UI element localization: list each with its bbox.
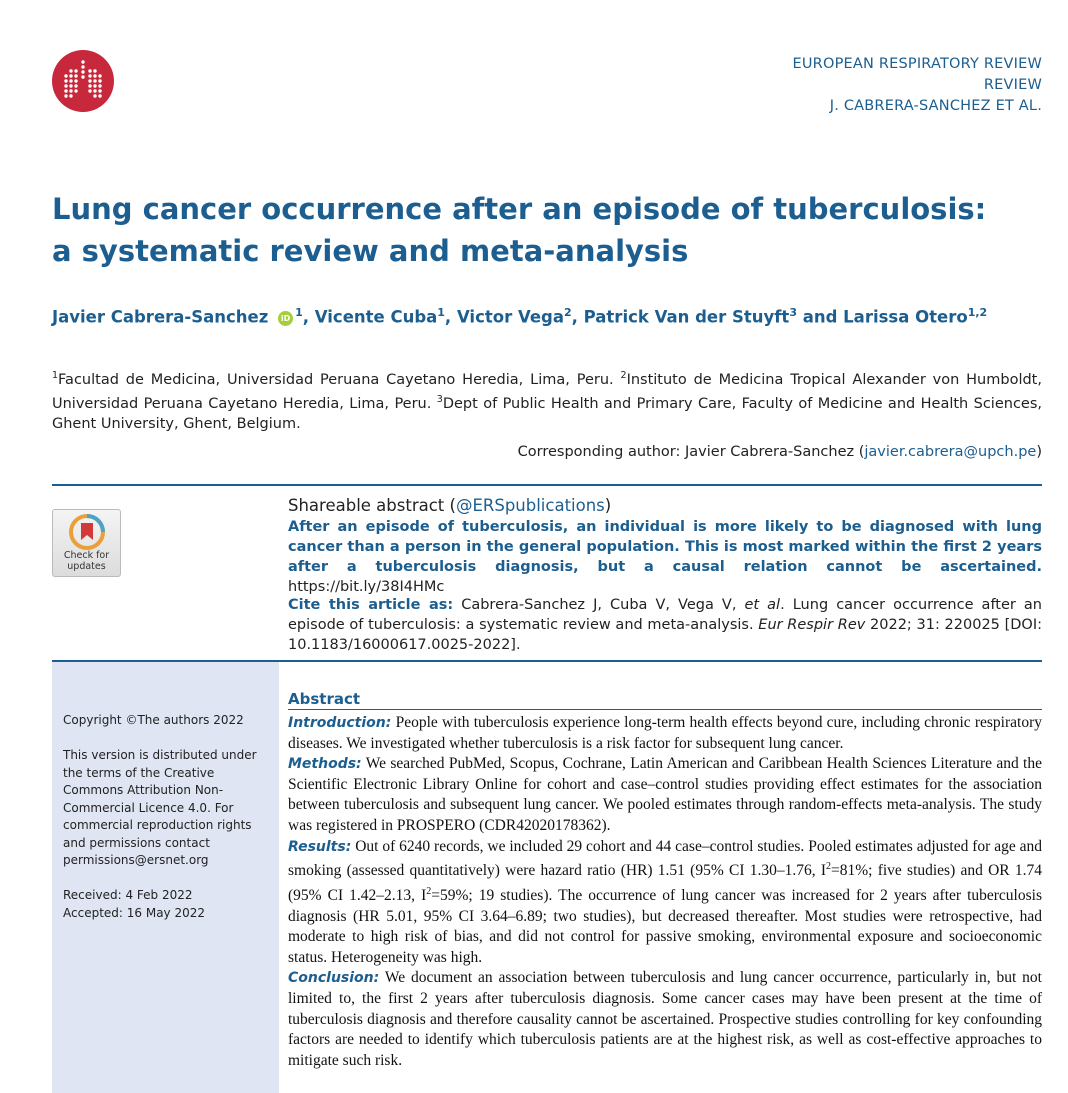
abstract-heading: Abstract: [288, 690, 1042, 710]
accepted-date: Accepted: 16 May 2022: [63, 906, 206, 920]
abstract-introduction: Introduction: People with tuberculosis experience long-term health effects beyond cure, including chronic respiratory diseases. We investigated whether tuberculosis is a risk factor for subsequent lung cancer.: [288, 714, 1042, 752]
author-name[interactable]: Larissa Otero: [843, 307, 968, 327]
author-list: Javier Cabrera-Sanchez iD $^1$, Vicente Cuba$^1$, Victor Vega$^2$, Patrick Van der Stuyft$^3$ and Larissa Otero$^{1,2}$: [52, 306, 988, 327]
title-line-2: a systematic review and meta-analysis: [52, 234, 689, 268]
affiliation-text: Dept of Public Health and Primary Care, Faculty of Medicine and Health Sciences, Ghent University, Ghent, Belgium.: [52, 395, 1043, 432]
check-updates-icon: [69, 514, 105, 550]
abstract-results: Results: Out of 6240 records, we included 29 cohort and 44 case–control studies. Pooled estimates adjusted for age and smoking (assessed quantitatively) were hazard ratio (HR) 1.51 (95% CI 1.30–1.76, $I^2=81\%$; five studies) and OR 1.74 (95% CI 1.42–2.13, $I^2=59\%$; 19 studies). The occurrence of lung cancer was increased for 2 years after tuberculosis diagnosis (HR 5.01, 95% CI 3.64–6.89; two studies), but decreased thereafter. Most studies were retrospective, had moderate to high risk of bias, and did not control for passive smoking, environmental exposure and socioeconomic status. Heterogeneity was high.: [288, 837, 1043, 966]
short-link[interactable]: https://bit.ly/38I4HMc: [288, 579, 445, 595]
author-name[interactable]: Vicente Cuba: [314, 307, 438, 327]
doi-text: 2022; 31: 220025 [DOI: 10.1183/16000617.0025-2022].: [288, 617, 1042, 653]
citation: Cite this article as: Cabrera-Sanchez J, Cuba V, Vega V, et al. Lung cancer occurrence after an episode of tuberculosis: a systematic review and meta-analysis. Eur Respir Rev 2022; 31: 220025 [DOI: 10.1183/16000617.0025-2022].: [288, 597, 1042, 653]
affiliations: $^1$Facultad de Medicina, Universidad Peruana Cayetano Heredia, Lima, Peru. $^2$Instituto de Medicina Tropical Alexander von Humboldt, Universidad Peruana Cayetano Heredia, Lima, Peru. $^3$Dept of Public Health and Primary Care, Faculty of Medicine and Health Sciences, Ghent University, Ghent, Belgium.: [52, 370, 1043, 432]
author-affiliation: 1: [295, 306, 303, 319]
abstract-methods: Methods: We searched PubMed, Scopus, Cochrane, Latin American and Caribbean Health Sciences Literature and the Scientific Electronic Library Online for cohort and case–control studies providing effect estimates for the association between tuberculosis and subsequent lung cancer. We pooled estimates through random-effects meta-analysis. The study was registered in PROSPERO (CDR42020178362).: [288, 755, 1042, 834]
twitter-handle-link[interactable]: @ERSpublications: [455, 496, 605, 515]
divider-top: [52, 484, 1042, 486]
copyright-note: Copyright ©The authors 2022: [63, 713, 244, 727]
author-name[interactable]: Javier Cabrera-Sanchez: [52, 307, 269, 327]
corresponding-email-link[interactable]: javier.cabrera@upch.pe: [864, 444, 1037, 460]
abstract-conclusion: Conclusion: We document an association between tuberculosis and lung cancer occurrence, particularly in, but not limited to, the first 2 years after tuberculosis diagnosis. Some cancer cases may have been present at the time of tuberculosis diagnosis and therefore causality cannot be ascertained. Prospective studies controlling for key confounding factors are needed to identify which tuberculosis patients are at the highest risk, as well as cost-effective approaches to mitigate such risk.: [288, 969, 1042, 1069]
shareable-text: After an episode of tuberculosis, an individual is more likely to be diagnosed with lung cancer than a person in the general population. This is most marked within the first 2 years after a tuberculosis diagnosis, but a causal relation cannot be ascertained. https://bit.ly/38I4HMc: [288, 519, 1042, 595]
shareable-abstract: [288, 496, 1042, 597]
cite-label: Cite this article as:: [288, 597, 454, 613]
received-date: Received: 4 Feb 2022: [63, 888, 193, 902]
article-type: REVIEW: [983, 77, 1042, 93]
author-affiliation: 1: [437, 306, 445, 319]
corresponding-author: Corresponding author: Javier Cabrera-Sanchez (javier.cabrera@upch.pe): [517, 444, 1042, 460]
journal-abbrev: Eur Respir Rev: [758, 617, 866, 633]
check-for-updates-button[interactable]: Check for updates: [52, 509, 121, 577]
abstract-section: [288, 690, 1042, 1071]
journal-header: [793, 54, 1043, 117]
article-title: [52, 188, 1032, 272]
ers-lungs-logo: [52, 50, 114, 112]
journal-name: EUROPEAN RESPIRATORY REVIEW: [792, 56, 1042, 72]
orcid-icon[interactable]: iD: [278, 311, 293, 326]
author-affiliation: 1,2: [967, 306, 988, 319]
affiliation-text: Facultad de Medicina, Universidad Peruana Cayetano Heredia, Lima, Peru.: [58, 371, 621, 388]
author-name[interactable]: Patrick Van der Stuyft: [583, 307, 790, 327]
running-author: J. CABRERA-SANCHEZ ET AL.: [829, 98, 1042, 114]
title-line-1: Lung cancer occurrence after an episode of tuberculosis:: [52, 192, 987, 226]
author-affiliation: 2: [563, 306, 572, 319]
shareable-heading: Shareable abstract (@ERSpublications): [288, 496, 612, 515]
author-affiliation: 3: [789, 306, 797, 319]
license-note: This version is distributed under the terms of the Creative Commons Attribution Non-Commercial Licence 4.0. For commercial reproduction rights and permissions contact permissions@ersnet.org: [63, 748, 257, 867]
affiliation-text: Instituto de Medicina Tropical Alexander von Humboldt, Universidad Peruana Cayetano Heredia, Lima, Peru.: [52, 371, 1042, 412]
author-name[interactable]: Victor Vega: [456, 307, 564, 327]
